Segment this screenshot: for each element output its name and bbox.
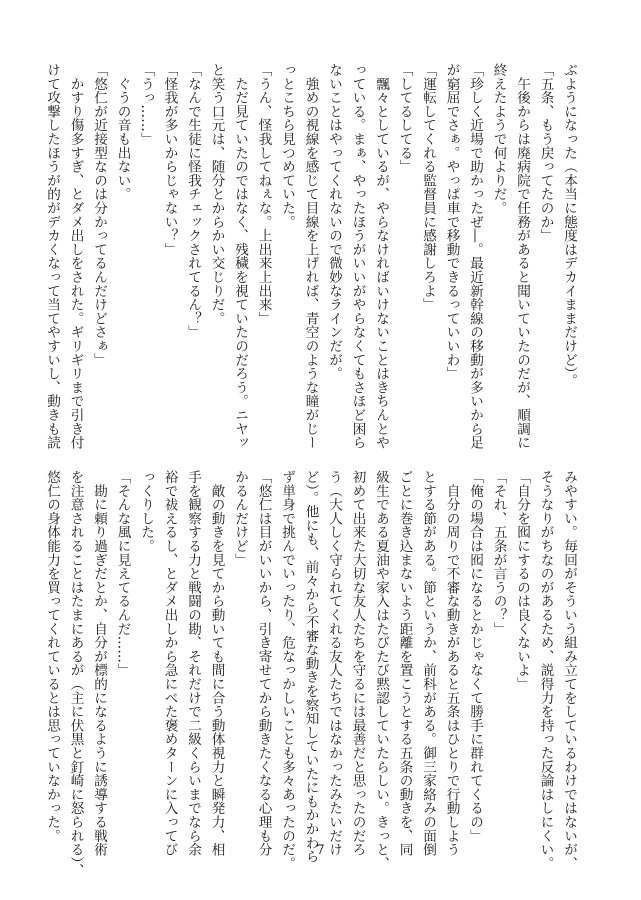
text-line: ないことはやってくれないので微妙なラインだが。 (326, 63, 342, 381)
text-block-bottom (44, 470, 580, 878)
text-line: 強めの視線を感じて目線を上げれば、青空のような瞳がじー (302, 63, 319, 450)
text-line: と笑う口元は、随分とからかい交じりだ。 (208, 63, 225, 326)
text-line: ぶようになった（本当に態度はデカイままだけど）。 (561, 63, 577, 388)
text-line: 「してるしてる」 (396, 63, 413, 174)
text-line: 級生である夏油や家入はたびたび黙認していたらしい。きっと、 (373, 470, 389, 871)
text-line: 勘に頼り過ぎだとか、自分が標的になるように誘導する戦術 (91, 470, 107, 857)
text-line: 「俺の場合は囮になるとかじゃなくて勝手に群れてくるの」 (467, 470, 483, 843)
text-line: ず単身で挑んでいったり、危なっかしいことも多々あったのだ。 (279, 470, 295, 871)
text-line: 「なんで生徒に怪我チェックされてるん？」 (185, 63, 201, 339)
text-line: 「うん、怪我してねぇな。上出来上出来」 (255, 63, 272, 326)
text-line: 悠仁の身体能力を買ってくれているとは思っていなかった。 (44, 470, 60, 843)
text-line: 敵の動きを見てから動いても間に合う動体視力と瞬発力、相 (208, 470, 225, 857)
text-line: 初めて出来た大切な友人たちを守るには最善だと思ったのだろ (349, 470, 366, 857)
text-line: 「怪我が多いからじゃない？」 (161, 63, 178, 257)
text-line: 裕で祓えるし、とダメ出しから急にべた褒めターンに入ってび (161, 470, 178, 857)
text-line: けて攻撃したほうが的がデカくなって当てやすいし、動きも読 (44, 63, 60, 450)
text-line: 「悠仁が近接型なのは分かってるんだけどさぁ」 (91, 63, 107, 367)
text-line: 自分の周りで不審な動きがあると五条はひとりで行動しよう (443, 470, 460, 857)
text-line: っている。まぁ、やったほうがいいがやらなくてもさほど困ら (349, 63, 366, 450)
text-line: かすり傷多すぎ、とダメ出しをされた。ギリギリまで引き付 (67, 63, 84, 450)
text-line: 「自分を囮にするのは良くないよ」 (514, 470, 530, 691)
text-line: ごとに巻き込まないよう距離を置こうとする五条の動きを、同 (396, 470, 413, 857)
text-line: う（大人しく守られてくれる友人たちではなかったみたいだけ (326, 470, 342, 857)
text-line: 「運転してくれる監督員に感謝しろよ」 (420, 63, 436, 312)
text-block-top (44, 63, 580, 450)
text-line: 「うっ……」 (138, 63, 154, 146)
text-line: っくりした。 (138, 470, 154, 553)
text-line: を注意されることはたまにあるが（主に伏黒と釘崎に怒られる）、 (67, 470, 84, 878)
text-line: 「珍しく近場で助かったぜ―。最近新幹線の移動が多いから足 (467, 63, 483, 450)
text-line: とする節がある。節というか、前科がある。御三家絡みの面倒 (420, 470, 436, 857)
text-line: みやすい。毎回がそういう組み立てをしているわけではないが、 (561, 470, 577, 871)
text-line: そうなりがちなのがあるため、説得力を持った反論はしにくい。 (537, 470, 554, 871)
text-line: 「五条、もう戻ってたのか」 (537, 63, 554, 243)
text-line: 「それ、五条が言うの？」 (490, 470, 507, 636)
text-line: ど）。他にも、前々から不審な動きを察知していたにもかかわら (302, 470, 319, 864)
text-line: ぐうの音も出ない。 (114, 63, 131, 201)
text-line: ただ見ていたのではなく、残穢を視ていたのだろう。ニヤッ (232, 63, 248, 450)
text-line: 飄々としているが、やらなければいけないことはきちんとや (373, 63, 389, 450)
text-line: っとこちら見つめていた。 (279, 63, 295, 229)
text-line: 午後からは廃病院で任務があると聞いていたのだが、順調に (514, 63, 530, 450)
text-line: 終えたようで何よりだ。 (490, 63, 507, 215)
text-line: 「そんな風に見えてるんだ……」 (114, 470, 131, 677)
text-line: 「悠仁は目がいいから、引き寄せてから動きたくなる心理も分 (255, 470, 272, 857)
page-number: 7 (316, 843, 325, 858)
text-line: かるんだけど」 (232, 470, 248, 567)
text-line: 手を観察する力と戦闘の勘、それだけで二級くらいまでなら余 (185, 470, 201, 857)
text-line: が窮屈でさぁ。やっぱ車で移動できるっていいわ」 (443, 63, 460, 381)
